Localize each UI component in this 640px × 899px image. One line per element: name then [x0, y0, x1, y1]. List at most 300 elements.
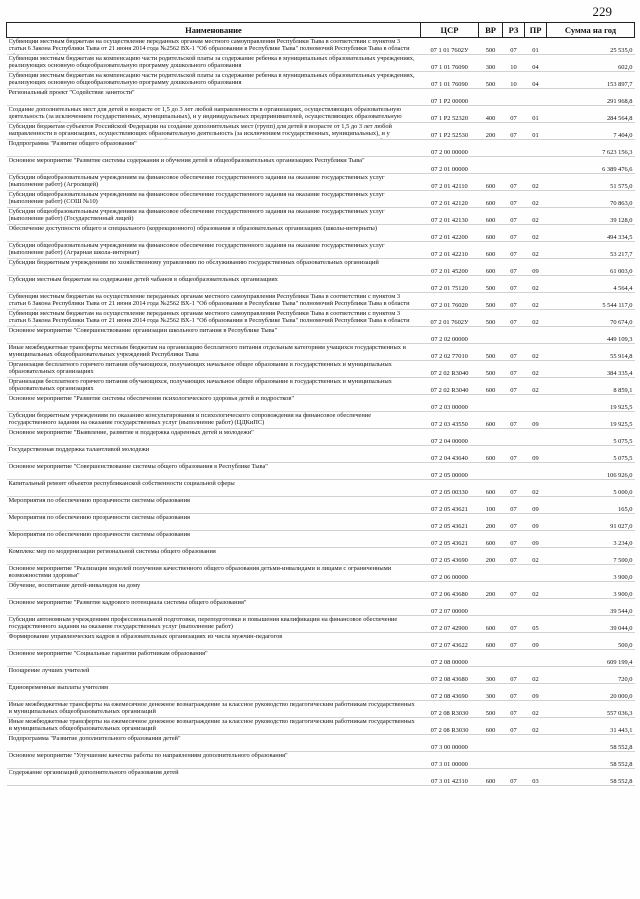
row-csr-code: 07 2 05 43690: [421, 548, 479, 565]
row-csr-code: 07 2 05 00000: [421, 463, 479, 480]
row-amount: 602,0: [547, 55, 635, 72]
row-vr-code: 500: [479, 361, 503, 378]
table-row: [7, 565, 635, 582]
row-name: [7, 72, 421, 89]
row-name-text: Комплекс мер по модернизации региональной системы общего образования: [8, 548, 216, 555]
row-amount: 39 544,0: [547, 599, 635, 616]
row-name: [7, 242, 421, 259]
row-vr-code: [479, 650, 503, 667]
row-pr-code: [525, 752, 547, 769]
row-pr-code: 09: [525, 259, 547, 276]
row-name-text: Иные межбюджетные трансферты на ежемесячное денежное вознаграждение за классное руководство педагогическим работникам государственных и муниципальных общеобразовательных организаций: [8, 701, 415, 716]
row-csr-code: 07 2 01 76020: [421, 293, 479, 310]
row-name: [7, 463, 421, 480]
table-row: [7, 701, 635, 718]
table-row: [7, 463, 635, 480]
row-vr-code: 600: [479, 225, 503, 242]
row-name-text: Подпрограмма "Развитие общего образования": [8, 140, 137, 147]
row-amount: 4 564,4: [547, 276, 635, 293]
row-vr-code: 500: [479, 38, 503, 55]
row-rz-code: [503, 89, 525, 106]
row-amount: 39 044,0: [547, 616, 635, 633]
row-csr-code: 07 3 00 00000: [421, 735, 479, 752]
row-rz-code: 07: [503, 497, 525, 514]
row-vr-code: 500: [479, 276, 503, 293]
row-amount: 384 335,4: [547, 361, 635, 378]
row-pr-code: 02: [525, 548, 547, 565]
row-name: [7, 701, 421, 718]
row-csr-code: 07 2 02 77010: [421, 344, 479, 361]
row-rz-code: 10: [503, 55, 525, 72]
row-rz-code: 07: [503, 701, 525, 718]
table-row: [7, 633, 635, 650]
table-row: [7, 174, 635, 191]
row-rz-code: 07: [503, 412, 525, 429]
row-pr-code: [525, 650, 547, 667]
row-csr-code: 07 2 03 43550: [421, 412, 479, 429]
row-vr-code: [479, 89, 503, 106]
row-rz-code: 07: [503, 38, 525, 55]
row-pr-code: 04: [525, 72, 547, 89]
row-rz-code: 07: [503, 174, 525, 191]
row-name: [7, 446, 421, 463]
row-amount: 165,0: [547, 497, 635, 514]
row-rz-code: 07: [503, 344, 525, 361]
row-name: [7, 38, 421, 55]
row-pr-code: [525, 735, 547, 752]
table-row: [7, 361, 635, 378]
row-amount: 494 334,5: [547, 225, 635, 242]
row-name-text: Мероприятия по обеспечению прозрачности системы образования: [8, 531, 190, 538]
row-name: [7, 531, 421, 548]
row-amount: 6 389 476,6: [547, 157, 635, 174]
row-name: [7, 310, 421, 327]
row-csr-code: 07 1 01 76090: [421, 72, 479, 89]
row-rz-code: [503, 735, 525, 752]
row-rz-code: 07: [503, 667, 525, 684]
row-rz-code: 07: [503, 276, 525, 293]
row-name-text: Формирование управленческих кадров в образовательных организациях из числа мужчин-педагогов: [8, 633, 283, 640]
row-csr-code: 07 2 08 00000: [421, 650, 479, 667]
row-name-text: Субвенции местным бюджетам на компенсацию части родительской платы за содержание ребенка в муниципальных образовательных учреждениях, реализующих основную общеобразовательную программу дошкольного образования: [8, 55, 415, 70]
table-row: [7, 242, 635, 259]
row-amount: 5 075,5: [547, 446, 635, 463]
row-rz-code: 07: [503, 769, 525, 786]
row-amount: 55 914,8: [547, 344, 635, 361]
row-amount: 8 859,1: [547, 378, 635, 395]
row-rz-code: 07: [503, 123, 525, 140]
row-name: [7, 378, 421, 395]
row-csr-code: 07 3 01 42310: [421, 769, 479, 786]
row-name: [7, 225, 421, 242]
table-row: [7, 769, 635, 786]
row-rz-code: [503, 650, 525, 667]
row-vr-code: 600: [479, 259, 503, 276]
row-amount: 19 925,5: [547, 395, 635, 412]
row-rz-code: 07: [503, 310, 525, 327]
row-csr-code: 07 2 08 43680: [421, 667, 479, 684]
row-pr-code: [525, 157, 547, 174]
row-amount: 500,0: [547, 633, 635, 650]
row-vr-code: [479, 565, 503, 582]
table-row: [7, 140, 635, 157]
row-csr-code: 07 2 08 43690: [421, 684, 479, 701]
row-vr-code: [479, 429, 503, 446]
row-name: [7, 191, 421, 208]
table-row: [7, 531, 635, 548]
row-csr-code: 07 2 07 00000: [421, 599, 479, 616]
row-pr-code: [525, 140, 547, 157]
row-name-text: Содержание организаций дополнительного образования детей: [8, 769, 179, 776]
row-vr-code: 600: [479, 769, 503, 786]
row-csr-code: 07 2 01 42210: [421, 242, 479, 259]
row-pr-code: [525, 429, 547, 446]
row-name-text: Субвенции местным бюджетам на осуществление переданных органам местного самоуправления Республики Тыва в соответствии с пунктом 3 статьи 6 Закона Республики Тыва от 21 июня 2014 года №2562 ВХ-1 "Об образовании в Республике Тыва" полномочий Республики Тыва в области: [8, 293, 410, 308]
row-csr-code: 07 2 02 R3040: [421, 378, 479, 395]
row-amount: 3 900,0: [547, 582, 635, 599]
row-csr-code: 07 2 01 7602У: [421, 310, 479, 327]
column-header-rz: РЗ: [503, 23, 525, 38]
row-pr-code: 02: [525, 344, 547, 361]
row-rz-code: [503, 429, 525, 446]
row-vr-code: [479, 463, 503, 480]
row-name: [7, 140, 421, 157]
row-csr-code: 07 2 02 R3040: [421, 361, 479, 378]
row-vr-code: [479, 157, 503, 174]
row-name: [7, 684, 421, 701]
row-csr-code: 07 2 07 43622: [421, 633, 479, 650]
table-row: [7, 667, 635, 684]
row-pr-code: 02: [525, 378, 547, 395]
row-vr-code: 300: [479, 684, 503, 701]
row-pr-code: [525, 89, 547, 106]
row-pr-code: 02: [525, 276, 547, 293]
row-pr-code: 09: [525, 514, 547, 531]
row-name: [7, 208, 421, 225]
row-rz-code: 07: [503, 106, 525, 123]
row-amount: 284 564,8: [547, 106, 635, 123]
row-name: [7, 633, 421, 650]
table-row: [7, 89, 635, 106]
row-pr-code: 01: [525, 38, 547, 55]
row-name-text: Субсидии бюджетным учреждениям по хозяйственному управлению по обслуживанию государственных образовательных организаций: [8, 259, 379, 266]
row-pr-code: 02: [525, 582, 547, 599]
row-csr-code: 07 2 08 R3030: [421, 701, 479, 718]
column-header-name: Наименование: [7, 23, 421, 38]
row-amount: 51 575,0: [547, 174, 635, 191]
row-amount: 31 443,1: [547, 718, 635, 735]
row-csr-code: 07 1 01 7602У: [421, 38, 479, 55]
row-csr-code: 07 2 06 00000: [421, 565, 479, 582]
row-rz-code: 07: [503, 633, 525, 650]
row-rz-code: 07: [503, 514, 525, 531]
table-row: [7, 497, 635, 514]
row-vr-code: [479, 752, 503, 769]
row-name-text: Основное мероприятие "Социальные гарантии работникам образования": [8, 650, 208, 657]
row-csr-code: 07 2 01 75120: [421, 276, 479, 293]
row-name-text: Обеспечение доступности общего и специального (коррекционного) образования в образовательных организациях (школы-интернаты): [8, 225, 377, 232]
row-vr-code: 200: [479, 548, 503, 565]
row-name-text: Создание дополнительных мест для детей в возрасте от 1,5 до 3 лет любой направленности в организациях, осуществляющих образовательную деятельность (за исключением государственных, муниципальных), и у индивидуальных предпринимателей, осуществляющих образовательную: [8, 106, 402, 121]
row-amount: 449 109,3: [547, 327, 635, 344]
row-name: [7, 769, 421, 786]
row-pr-code: 02: [525, 701, 547, 718]
row-name-text: Иные межбюджетные трансферты местным бюджетам на организацию бесплатного питания отдельным категориям учащихся государственных и муниципальных общеобразовательных учреждений Республики Тыва: [8, 344, 406, 359]
row-name-text: Субсидии общеобразовательным учреждениям на финансовое обеспечение государственного задания на оказание государственных услуг (выполнение работ) (СОШ №10): [8, 191, 385, 206]
row-pr-code: 02: [525, 667, 547, 684]
row-vr-code: 600: [479, 480, 503, 497]
table-row: [7, 599, 635, 616]
row-rz-code: 07: [503, 225, 525, 242]
row-pr-code: 09: [525, 633, 547, 650]
row-name-text: Единовременные выплаты учителям: [8, 684, 109, 691]
row-amount: 61 003,0: [547, 259, 635, 276]
row-name: [7, 650, 421, 667]
row-name: [7, 89, 421, 106]
row-name-text: Субсидии бюджетным учреждениям по оказанию консультирования и психологического сопровождения на финансовое обеспечение государственного задания на оказание государственных услуг (выполнение работ) (ЦДКиПС): [8, 412, 372, 427]
row-name: [7, 259, 421, 276]
table-row: [7, 72, 635, 89]
row-name: [7, 548, 421, 565]
row-csr-code: 07 2 03 00000: [421, 395, 479, 412]
row-csr-code: 07 1 P2 52320: [421, 106, 479, 123]
row-vr-code: 600: [479, 531, 503, 548]
row-amount: 7 404,0: [547, 123, 635, 140]
row-name: [7, 480, 421, 497]
row-rz-code: 07: [503, 208, 525, 225]
row-amount: 7 500,0: [547, 548, 635, 565]
row-vr-code: [479, 395, 503, 412]
column-header-vr: ВР: [479, 23, 503, 38]
row-pr-code: 09: [525, 412, 547, 429]
row-name-text: Региональный проект "Содействие занятости": [8, 89, 135, 96]
row-amount: 7 623 156,3: [547, 140, 635, 157]
table-row: [7, 344, 635, 361]
row-vr-code: 600: [479, 616, 503, 633]
row-rz-code: [503, 463, 525, 480]
table-row: [7, 429, 635, 446]
row-vr-code: 600: [479, 412, 503, 429]
row-vr-code: 200: [479, 514, 503, 531]
row-name-text: Субсидии автономным учреждениям профессиональной подготовки, переподготовки и повышения квалификации на финансовое обеспечение государственного задания на оказание государственных услуг (выполнение работ): [8, 616, 398, 631]
row-amount: 3 234,0: [547, 531, 635, 548]
table-row: [7, 259, 635, 276]
row-vr-code: 600: [479, 446, 503, 463]
row-name: [7, 106, 421, 123]
row-rz-code: 07: [503, 293, 525, 310]
row-pr-code: [525, 327, 547, 344]
row-vr-code: 600: [479, 191, 503, 208]
row-name-text: Организация бесплатного горячего питания обучающихся, получающих начальное общее образование в государственных и муниципальных образовательных организациях: [8, 378, 392, 393]
row-amount: 70 674,0: [547, 310, 635, 327]
row-amount: 5 075,5: [547, 429, 635, 446]
row-name: [7, 565, 421, 582]
table-row: [7, 106, 635, 123]
table-row: [7, 293, 635, 310]
row-name-text: Субвенции местным бюджетам на осуществление переданных органам местного самоуправления Республики Тыва в соответствии с пунктом 3 статьи 6 Закона Республики Тыва от 21 июня 2014 года №2562 ВХ-1 "Об образовании в Республике Тыва" полномочий Республики Тыва в области: [8, 310, 410, 325]
table-row: [7, 191, 635, 208]
row-csr-code: 07 2 05 43621: [421, 514, 479, 531]
row-vr-code: 600: [479, 378, 503, 395]
row-pr-code: 02: [525, 208, 547, 225]
row-vr-code: 100: [479, 497, 503, 514]
row-vr-code: 500: [479, 293, 503, 310]
row-name: [7, 157, 421, 174]
table-row: [7, 55, 635, 72]
table-row: [7, 514, 635, 531]
column-header-pr: ПР: [525, 23, 547, 38]
row-name-text: Субвенции местным бюджетам на компенсацию части родительской платы за содержание ребенка в муниципальных образовательных учреждениях, реализующих основную общеобразовательную программу дошкольного образования: [8, 72, 415, 87]
row-name-text: Субсидии бюджетам субъектов Российской Федерации на создание дополнительных мест (групп) для детей в возрасте от 1,5 до 3 лет любой направленности в организациях, осуществляющих образовательную деятельность (за исключением государственных, муниципальных), и у: [8, 123, 392, 138]
row-rz-code: [503, 140, 525, 157]
row-amount: 291 968,8: [547, 89, 635, 106]
row-csr-code: 07 1 P2 00000: [421, 89, 479, 106]
table-row: [7, 123, 635, 140]
row-amount: 720,0: [547, 667, 635, 684]
row-name: [7, 174, 421, 191]
row-name: [7, 582, 421, 599]
row-amount: 557 036,3: [547, 701, 635, 718]
row-rz-code: [503, 395, 525, 412]
row-vr-code: 200: [479, 582, 503, 599]
row-amount: 106 926,0: [547, 463, 635, 480]
row-pr-code: 02: [525, 225, 547, 242]
table-row: [7, 650, 635, 667]
row-pr-code: 09: [525, 446, 547, 463]
row-rz-code: 07: [503, 446, 525, 463]
table-header: [7, 23, 635, 38]
row-vr-code: 400: [479, 106, 503, 123]
row-amount: 5 544 117,0: [547, 293, 635, 310]
row-rz-code: 07: [503, 361, 525, 378]
row-amount: 5 000,0: [547, 480, 635, 497]
row-csr-code: 07 1 01 76090: [421, 55, 479, 72]
row-pr-code: 03: [525, 769, 547, 786]
row-name-text: Основное мероприятие "Совершенствование системы общего образования в Республике Тыва": [8, 463, 268, 470]
row-vr-code: [479, 735, 503, 752]
row-pr-code: [525, 463, 547, 480]
row-rz-code: 10: [503, 72, 525, 89]
page-number: 229: [592, 4, 612, 19]
row-pr-code: 09: [525, 531, 547, 548]
row-name-text: Основное мероприятие "Совершенствование организации школьного питания в Республике Тыва": [8, 327, 278, 334]
table-row: [7, 395, 635, 412]
row-amount: 609 199,4: [547, 650, 635, 667]
table-row: [7, 327, 635, 344]
row-csr-code: 07 2 01 42130: [421, 208, 479, 225]
row-name-text: Субсидии общеобразовательным учреждениям на финансовое обеспечение государственного задания на оказание государственных услуг (выполнение работ) (Аграрная школа-интернат): [8, 242, 385, 257]
row-amount: 91 027,0: [547, 514, 635, 531]
row-name: [7, 752, 421, 769]
row-name: [7, 55, 421, 72]
row-name-text: Поощрение лучших учителей: [8, 667, 90, 674]
row-name-text: Государственная поддержка талантливой молодежи: [8, 446, 150, 453]
row-name-text: Мероприятия по обеспечению прозрачности системы образования: [8, 514, 190, 521]
row-name-text: Мероприятия по обеспечению прозрачности системы образования: [8, 497, 190, 504]
row-name: [7, 735, 421, 752]
row-name-text: Обучение, воспитание детей-инвалидов на дому: [8, 582, 141, 589]
table-row: [7, 276, 635, 293]
row-vr-code: [479, 327, 503, 344]
row-name-text: Капитальный ремонт объектов республиканской собственности социальной сферы: [8, 480, 235, 487]
row-name: [7, 395, 421, 412]
row-vr-code: 300: [479, 55, 503, 72]
row-name-text: Субсидии местным бюджетам на содержание детей чабанов в общеобразовательных организациях: [8, 276, 278, 283]
row-name-text: Иные межбюджетные трансферты на ежемесячное денежное вознаграждение за классное руководство педагогическим работникам государственных и муниципальных общеобразовательных организаций: [8, 718, 415, 733]
row-rz-code: 07: [503, 684, 525, 701]
row-vr-code: 500: [479, 344, 503, 361]
row-name: [7, 361, 421, 378]
row-rz-code: 07: [503, 582, 525, 599]
row-csr-code: 07 2 05 43621: [421, 497, 479, 514]
row-pr-code: [525, 395, 547, 412]
row-csr-code: 07 2 04 43640: [421, 446, 479, 463]
row-amount: 3 900,0: [547, 565, 635, 582]
table-row: [7, 412, 635, 429]
column-header-sum: Сумма на год: [547, 23, 635, 38]
row-name-text: Основное мероприятие "Улучшение качества работы по направлениям дополнительного образования": [8, 752, 288, 759]
row-name: [7, 514, 421, 531]
row-name: [7, 344, 421, 361]
table-row: [7, 157, 635, 174]
row-vr-code: 600: [479, 208, 503, 225]
row-csr-code: 07 2 05 00330: [421, 480, 479, 497]
row-vr-code: 200: [479, 123, 503, 140]
row-csr-code: 07 2 01 42110: [421, 174, 479, 191]
row-rz-code: 07: [503, 718, 525, 735]
row-name: [7, 327, 421, 344]
table-row: [7, 378, 635, 395]
row-amount: 58 552,8: [547, 735, 635, 752]
row-csr-code: 07 2 01 42200: [421, 225, 479, 242]
column-header-csr: ЦСР: [421, 23, 479, 38]
row-rz-code: [503, 157, 525, 174]
row-vr-code: 500: [479, 310, 503, 327]
row-rz-code: [503, 599, 525, 616]
row-amount: 53 217,7: [547, 242, 635, 259]
row-amount: 153 897,7: [547, 72, 635, 89]
row-vr-code: [479, 599, 503, 616]
row-vr-code: 600: [479, 718, 503, 735]
row-csr-code: 07 2 06 43680: [421, 582, 479, 599]
row-rz-code: 07: [503, 191, 525, 208]
row-pr-code: 04: [525, 55, 547, 72]
row-vr-code: 500: [479, 72, 503, 89]
row-name: [7, 616, 421, 633]
row-vr-code: [479, 140, 503, 157]
row-amount: 58 552,8: [547, 752, 635, 769]
row-pr-code: 02: [525, 718, 547, 735]
row-csr-code: 07 2 00 00000: [421, 140, 479, 157]
table-row: [7, 208, 635, 225]
table-row: [7, 38, 635, 55]
row-vr-code: 600: [479, 242, 503, 259]
row-pr-code: 02: [525, 480, 547, 497]
table-row: [7, 548, 635, 565]
row-name: [7, 718, 421, 735]
row-name-text: Субсидии общеобразовательным учреждениям на финансовое обеспечение государственного задания на оказание государственных услуг (выполнение работ) (Агролицей): [8, 174, 385, 189]
row-rz-code: 07: [503, 531, 525, 548]
row-name-text: Подпрограмма "Развитие дополнительного образования детей": [8, 735, 181, 742]
row-rz-code: 07: [503, 480, 525, 497]
table-row: [7, 616, 635, 633]
row-name: [7, 412, 421, 429]
row-name-text: Субсидии общеобразовательным учреждениям на финансовое обеспечение государственного задания на оказание государственных услуг (выполнение работ) (Государственный лицей): [8, 208, 385, 223]
row-name: [7, 123, 421, 140]
row-pr-code: 02: [525, 310, 547, 327]
row-amount: 19 925,5: [547, 412, 635, 429]
row-pr-code: 02: [525, 174, 547, 191]
